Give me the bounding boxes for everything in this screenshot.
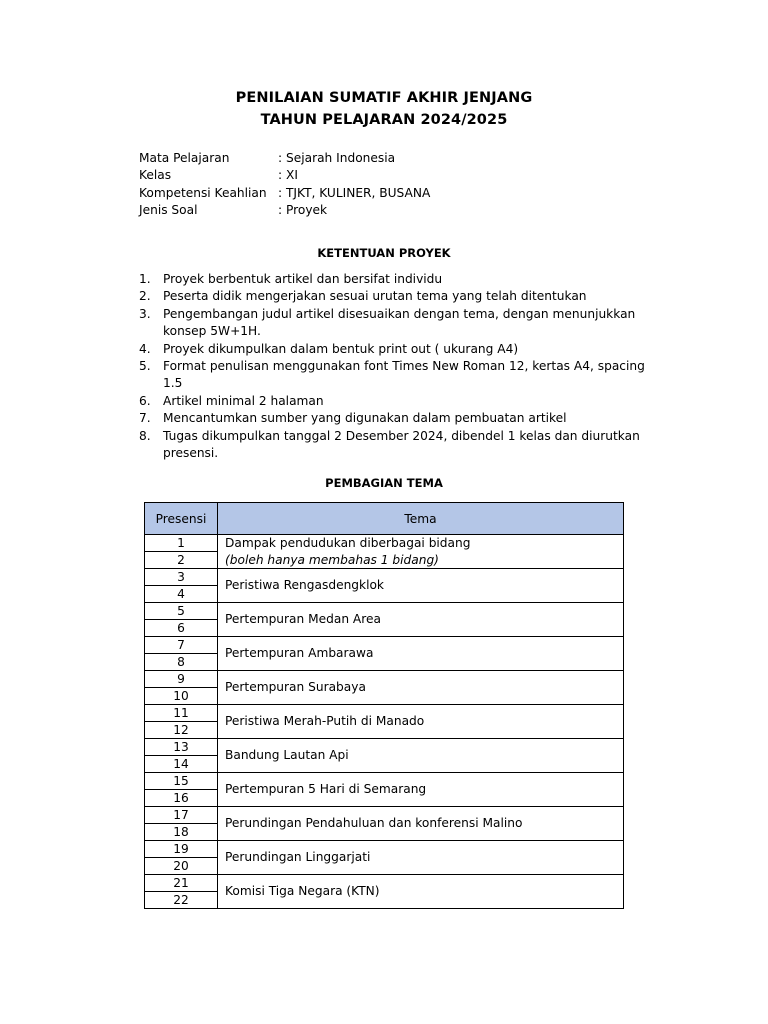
table-row [145, 807, 624, 824]
presensi-cell: 22 [145, 892, 218, 909]
rule-number: 4. [139, 341, 151, 356]
table-row [145, 603, 624, 620]
theme-table [144, 502, 624, 909]
presensi-cell: 17 [145, 807, 218, 824]
rule-number: 5. [139, 359, 151, 374]
info-value: : TJKT, KULINER, BUSANA [278, 185, 431, 200]
rule-item [139, 410, 659, 427]
info-value: : XI [278, 168, 298, 183]
rules-list [139, 271, 659, 462]
info-value: : Proyek [278, 202, 328, 217]
rule-number: 2. [139, 289, 151, 304]
tema-cell: Komisi Tiga Negara (KTN) [218, 875, 624, 909]
presensi-cell: 10 [145, 688, 218, 705]
presensi-cell: 3 [145, 569, 218, 586]
rule-item [139, 306, 659, 341]
presensi-cell: 14 [145, 756, 218, 773]
presensi-cell: 7 [145, 637, 218, 654]
table-row [145, 739, 624, 756]
rule-item [139, 428, 659, 463]
rule-number: 6. [139, 393, 151, 408]
presensi-cell: 1 [145, 535, 218, 552]
rule-text: Proyek dikumpulkan dalam bentuk print out ( ukurang A4) [163, 341, 519, 356]
tema-cell: Pertempuran 5 Hari di Semarang [218, 773, 624, 807]
presensi-cell: 15 [145, 773, 218, 790]
table-header-row [145, 503, 624, 535]
table-row [145, 705, 624, 722]
tema-cell: Perundingan Linggarjati [218, 841, 624, 875]
theme-heading: PEMBAGIAN TEMA [325, 476, 443, 490]
rule-text: Proyek berbentuk artikel dan bersifat individu [163, 272, 443, 286]
info-row-subject [139, 150, 430, 167]
table-row [145, 671, 624, 688]
tema-note: (boleh hanya membahas 1 bidang) [225, 552, 439, 567]
presensi-cell: 5 [145, 603, 218, 620]
info-label: Kompetensi Keahlian [139, 185, 267, 200]
table-row [145, 841, 624, 858]
presensi-cell: 19 [145, 841, 218, 858]
tema-text: Dampak pendudukan diberbagai bidang [225, 536, 471, 550]
presensi-cell: 16 [145, 790, 218, 807]
rules-heading: KETENTUAN PROYEK [317, 246, 451, 260]
table-row [145, 773, 624, 790]
presensi-cell: 21 [145, 875, 218, 892]
document-subtitle: TAHUN PELAJARAN 2024/2025 [260, 112, 508, 128]
presensi-cell: 13 [145, 739, 218, 756]
info-row-type [139, 202, 430, 219]
presensi-cell: 9 [145, 671, 218, 688]
rule-number: 3. [139, 306, 151, 321]
info-block [139, 150, 430, 219]
tema-cell [218, 535, 624, 569]
presensi-cell: 6 [145, 620, 218, 637]
table-row [145, 535, 624, 552]
presensi-cell: 18 [145, 824, 218, 841]
tema-cell: Peristiwa Merah-Putih di Manado [218, 705, 624, 739]
rule-item [139, 358, 659, 393]
rule-text: Artikel minimal 2 halaman [163, 393, 324, 408]
rule-number: 8. [139, 428, 151, 443]
tema-cell: Peristiwa Rengasdengklok [218, 569, 624, 603]
info-value: : Sejarah Indonesia [278, 151, 396, 165]
presensi-cell: 12 [145, 722, 218, 739]
table-row [145, 569, 624, 586]
presensi-cell: 11 [145, 705, 218, 722]
info-row-competency [139, 185, 430, 202]
presensi-cell: 2 [145, 552, 218, 569]
info-row-class [139, 167, 430, 184]
presensi-cell: 8 [145, 654, 218, 671]
document-title: PENILAIAN SUMATIF AKHIR JENJANG [235, 90, 533, 106]
rule-item [139, 288, 659, 305]
tema-cell: Bandung Lautan Api [218, 739, 624, 773]
rule-item [139, 393, 659, 410]
rule-text: Peserta didik mengerjakan sesuai urutan tema yang telah ditentukan [163, 289, 587, 304]
rule-text: Format penulisan menggunakan font Times New Roman 12, kertas A4, spacing 1.5 [163, 359, 645, 391]
presensi-cell: 4 [145, 586, 218, 603]
rule-number: 7. [139, 411, 151, 426]
rule-text: Mencantumkan sumber yang digunakan dalam pembuatan artikel [163, 411, 567, 426]
info-label: Mata Pelajaran [139, 151, 230, 165]
tema-cell: Pertempuran Ambarawa [218, 637, 624, 671]
table-row [145, 637, 624, 654]
rule-text: Tugas dikumpulkan tanggal 2 Desember 2024, dibendel 1 kelas dan diurutkan presensi. [163, 428, 640, 461]
rule-item [139, 341, 659, 358]
tema-cell: Perundingan Pendahuluan dan konferensi Malino [218, 807, 624, 841]
rule-number: 1. [139, 272, 151, 286]
info-label: Jenis Soal [139, 202, 198, 217]
header-tema: Tema [218, 503, 624, 535]
tema-cell: Pertempuran Medan Area [218, 603, 624, 637]
rule-item [139, 271, 659, 288]
header-presensi: Presensi [145, 503, 218, 535]
rule-text: Pengembangan judul artikel disesuaikan dengan tema, dengan menunjukkan konsep 5W+1H. [163, 306, 636, 339]
table-row [145, 875, 624, 892]
presensi-cell: 20 [145, 858, 218, 875]
info-label: Kelas [139, 168, 172, 183]
tema-cell: Pertempuran Surabaya [218, 671, 624, 705]
